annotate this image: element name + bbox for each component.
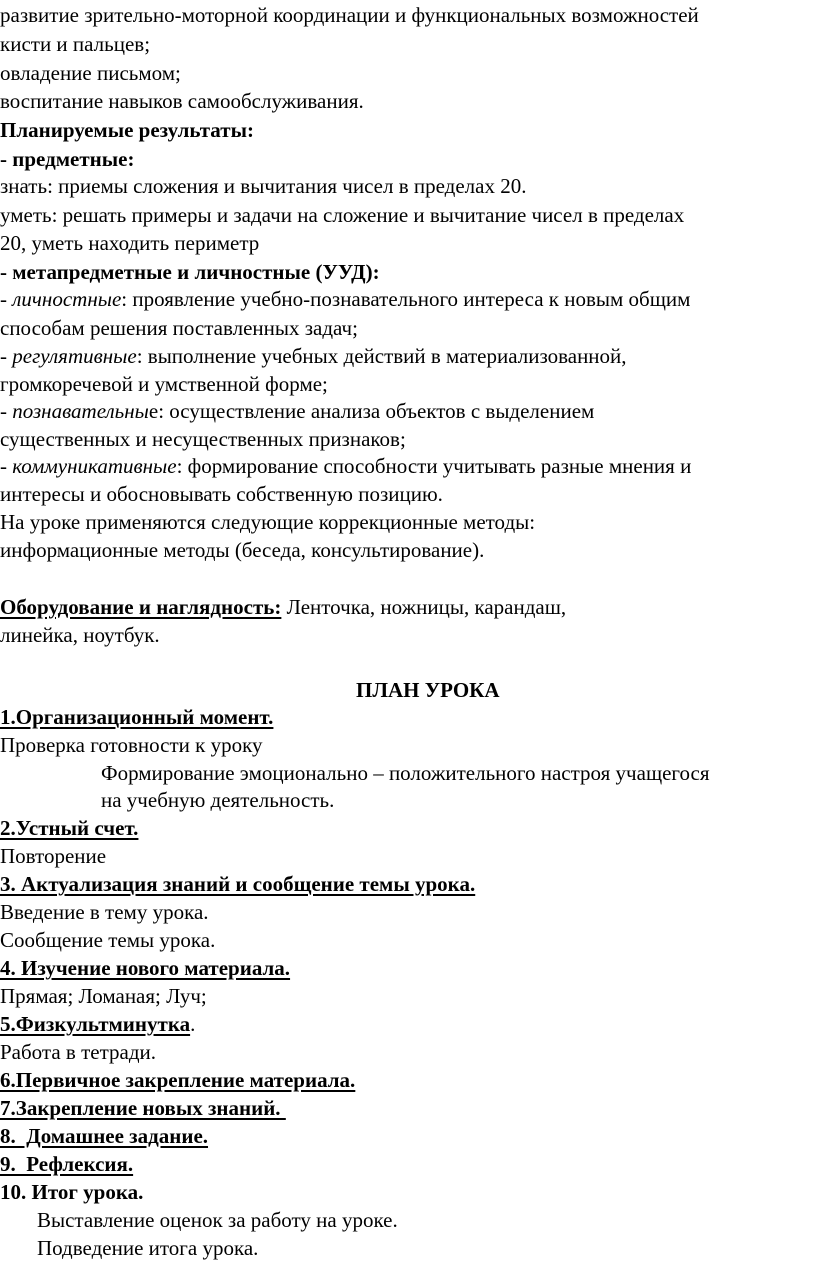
- equipment-text: Ленточка, ножницы, карандаш,: [281, 595, 567, 619]
- cognitive-result-cont: существенных и несущественных признаков;: [0, 427, 406, 451]
- plan-section-10-title: 10. Итог урока.: [0, 1180, 144, 1204]
- plan-section-7-title: 7.Закрепление новых знаний.: [0, 1096, 286, 1120]
- equipment-label: Оборудование и наглядность:: [0, 595, 282, 619]
- methods-line: информационные методы (беседа, консультирование).: [0, 538, 485, 562]
- cognitive-text: е: осуществление анализа объектов с выделением: [148, 399, 595, 423]
- methods-line: На уроке применяются следующие коррекционные методы:: [0, 510, 536, 534]
- subject-results-heading: - предметные:: [0, 147, 135, 171]
- regulatory-text: : выполнение учебных действий в материализованной,: [136, 344, 627, 368]
- plan-title: ПЛАН УРОКА: [356, 678, 500, 702]
- communicative-term: коммуникативные: [12, 454, 177, 478]
- plan-section-10-line: Выставление оценок за работу на уроке.: [37, 1208, 398, 1232]
- personal-result: [0, 286, 690, 313]
- regulatory-dash: -: [0, 344, 13, 368]
- communicative-result: [0, 453, 691, 480]
- intro-line: овладение письмом;: [0, 61, 181, 85]
- plan-section-1-line: Проверка готовности к уроку: [0, 733, 263, 757]
- plan-section-3-line: Введение в тему урока.: [0, 900, 209, 924]
- plan-section-4-line: Прямая; Ломаная; Луч;: [0, 984, 207, 1008]
- intro-line: развитие зрительно-моторной координации и функциональных возможностей: [0, 3, 699, 27]
- subject-result-line: 20, уметь находить периметр: [0, 231, 260, 255]
- regulatory-result: [0, 343, 627, 370]
- plan-section-9-title: 9. Рефлексия.: [0, 1152, 134, 1176]
- communicative-result-cont: интересы и обосновывать собственную позицию.: [0, 482, 443, 506]
- plan-section-10-line: Подведение итога урока.: [37, 1236, 259, 1260]
- communicative-dash: -: [0, 454, 13, 478]
- meta-results-heading: - метапредметные и личностные (УУД):: [0, 260, 380, 284]
- plan-section-5-heading: [0, 1011, 195, 1038]
- intro-line: кисти и пальцев;: [0, 32, 151, 56]
- subject-result-line: уметь: решать примеры и задачи на сложение и вычитание чисел в пределах: [0, 203, 685, 227]
- results-heading: Планируемые результаты:: [0, 118, 254, 142]
- communicative-text: : формирование способности учитывать разные мнения и: [176, 454, 692, 478]
- plan-section-5-title: 5.Физкультминутка: [0, 1012, 191, 1036]
- plan-section-1-title: 1.Организационный момент.: [0, 705, 274, 729]
- intro-line: воспитание навыков самообслуживания.: [0, 89, 364, 113]
- personal-text: : проявление учебно-познавательного интереса к новым общим: [121, 287, 691, 311]
- plan-section-5-tail: .: [190, 1012, 196, 1036]
- personal-term: личностные: [12, 287, 122, 311]
- regulatory-term: регулятивные: [12, 344, 137, 368]
- plan-section-2-title: 2.Устный счет.: [0, 816, 139, 840]
- subject-result-line: знать: приемы сложения и вычитания чисел в пределах 20.: [0, 174, 527, 198]
- plan-section-1-line: Формирование эмоционально – положительного настроя учащегося: [101, 761, 710, 785]
- personal-result-cont: способам решения поставленных задач;: [0, 316, 358, 340]
- cognitive-result: [0, 398, 594, 425]
- plan-section-8-title: 8. Домашнее задание.: [0, 1124, 209, 1148]
- plan-section-1-line: на учебную деятельность.: [101, 788, 335, 812]
- plan-section-2-line: Повторение: [0, 844, 107, 868]
- regulatory-result-cont: громкоречевой и умственной форме;: [0, 372, 328, 396]
- plan-section-3-line: Сообщение темы урока.: [0, 928, 216, 952]
- equipment-line: [0, 594, 566, 621]
- plan-section-6-title: 6.Первичное закрепление материала.: [0, 1068, 356, 1092]
- plan-section-5-line: Работа в тетради.: [0, 1040, 157, 1064]
- cognitive-dash: -: [0, 399, 13, 423]
- cognitive-term: познавательны: [12, 399, 149, 423]
- plan-section-3-title: 3. Актуализация знаний и сообщение темы урока.: [0, 872, 476, 896]
- plan-section-4-title: 4. Изучение нового материала.: [0, 956, 291, 980]
- personal-dash: -: [0, 287, 13, 311]
- equipment-line-cont: линейка, ноутбук.: [0, 623, 160, 647]
